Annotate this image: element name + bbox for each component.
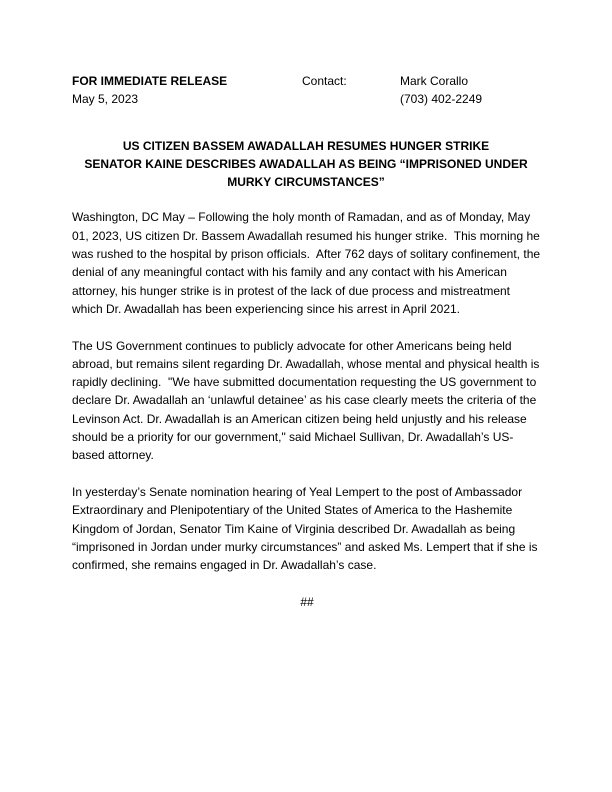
press-release-header xyxy=(72,72,540,109)
release-block xyxy=(72,72,302,109)
contact-block xyxy=(400,72,540,109)
headline-line-1: US CITIZEN BASSEM AWADALLAH RESUMES HUNGER STRIKE xyxy=(122,138,490,153)
contact-name: Mark Corallo xyxy=(400,74,469,88)
headline xyxy=(72,137,540,192)
body-paragraph-3: In yesterday’s Senate nomination hearing of Yeal Lempert to the post of Ambassador Extraordinary and Plenipotentiary of the United States of America to the Hashemite Kingdom of Jordan, Senator Tim Kaine of Virginia described Dr. Awadallah as being “imprisoned in Jordan under murky circumstances” and asked Ms. Lempert that if she is confirmed, she remains engaged in Dr. Awadallah’s case. xyxy=(72,484,541,573)
release-label: FOR IMMEDIATE RELEASE xyxy=(72,74,228,88)
body-paragraph-2: The US Government continues to publicly advocate for other Americans being held abroad, but remains silent regarding Dr. Awadallah, whose mental and physical health is rapidly declining. "We have submitted documentation requesting the US government to declare Dr. Awadallah an ‘unlawful detainee’ as his case clearly meets the criteria of the Levinson Act. Dr. Awadallah is an American citizen being held unjustly and his release should be a priority for our government," said Michael Sullivan, Dr. Awadallah’s US-based attorney. xyxy=(72,338,543,463)
end-mark: ## xyxy=(300,594,314,609)
headline-line-2: SENATOR KAINE DESCRIBES AWADALLAH AS BEING “IMPRISONED UNDER xyxy=(84,156,528,171)
headline-line-3: MURKY CIRCUMSTANCES” xyxy=(227,175,385,190)
contact-label: Contact: xyxy=(302,74,347,88)
contact-phone: (703) 402-2249 xyxy=(400,92,483,107)
body-copy xyxy=(72,208,542,611)
body-paragraph-1: Washington, DC May – Following the holy month of Ramadan, and as of Monday, May 01, 2023, US citizen Dr. Bassem Awadallah resumed his hunger strike. This morning he was rushed to the hospital by prison officials. After 762 days of solitary confinement, the denial of any meaningful contact with his family and any contact with his American attorney, his hunger strike is in protest of the lack of due process and mistreatment which Dr. Awadallah has been experiencing since his arrest in April 2021. xyxy=(72,210,544,316)
release-date: May 5, 2023 xyxy=(72,92,139,107)
